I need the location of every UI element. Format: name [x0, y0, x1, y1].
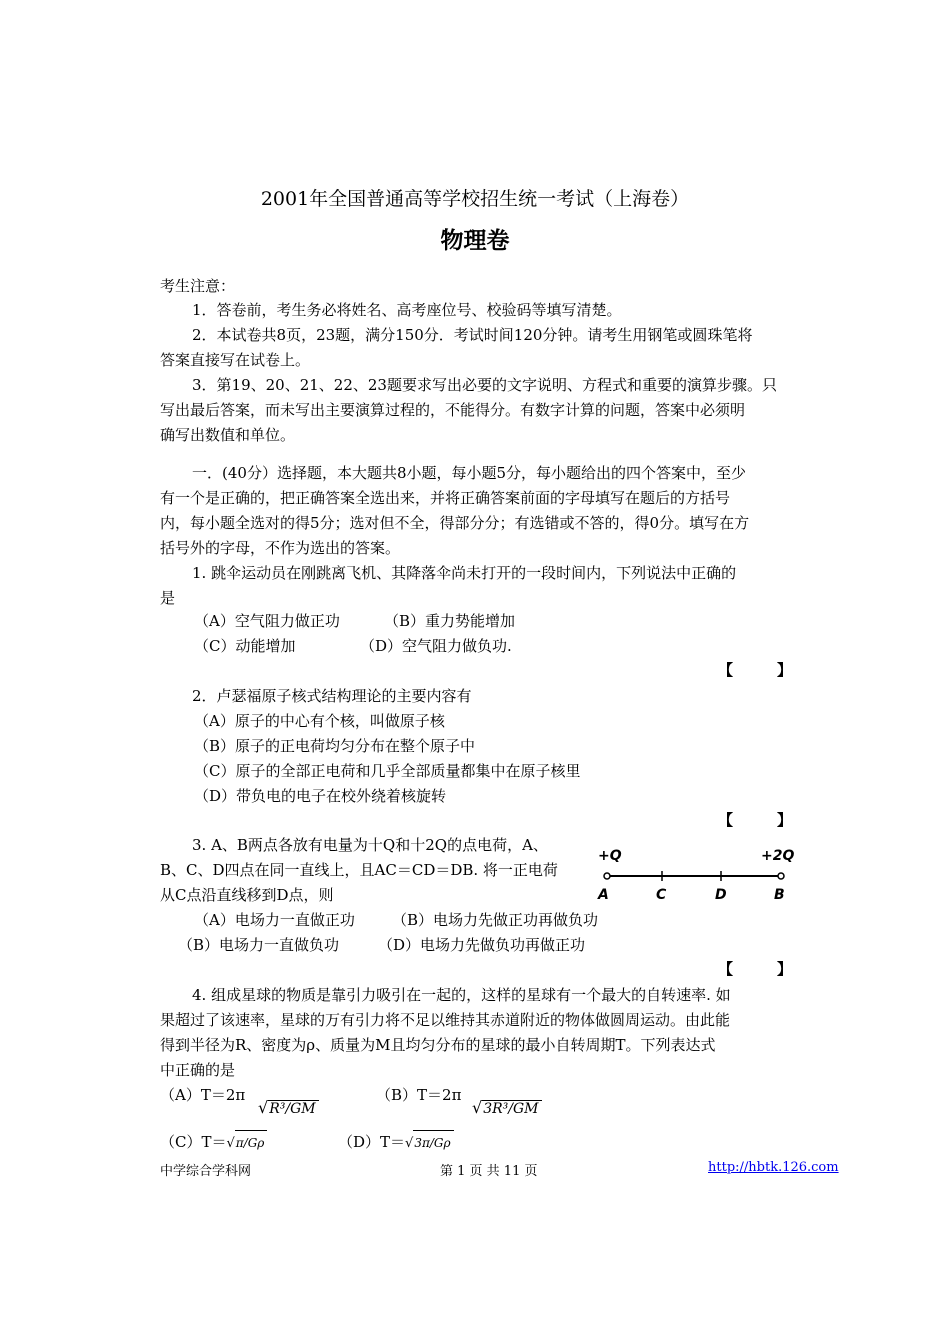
bracket-open: 【: [718, 661, 734, 679]
bracket-open: 【: [718, 811, 734, 829]
q4-option-d: （D）T＝√3π/Gρ: [338, 1130, 454, 1156]
q4-option-a-expr: R³/GM: [268, 1100, 318, 1117]
notice-item-3-line-3: 确写出数值和单位。: [160, 426, 296, 444]
q4-stem-line-1: 4. 组成星球的物质是靠引力吸引在一起的，这样的星球有一个最大的自转速率. 如: [192, 986, 731, 1004]
bracket-open: 【: [718, 960, 734, 978]
q2-option-c: （C）原子的全部正电荷和几乎全部质量都集中在原子核里: [194, 762, 581, 780]
q2-stem: 2．卢瑟福原子核式结构理论的主要内容有: [192, 687, 472, 705]
q3-option-d: （D）电场力先做负功再做正功: [378, 936, 586, 954]
q4-option-b: [376, 1083, 461, 1107]
footer-link-wrap: [708, 1160, 839, 1175]
q4-stem-line-2: 果超过了该速率，星球的万有引力将不足以维持其赤道附近的物体做圆周运动。由此能: [160, 1011, 731, 1029]
q4-option-c-label: （C）T＝: [160, 1133, 227, 1151]
q4-option-d-label: （D）T＝: [338, 1133, 406, 1151]
footer-link[interactable]: http://hbtk.126.com: [708, 1160, 839, 1175]
q4-option-a-formula: √R³/GM: [258, 1098, 319, 1117]
notice-item-2-line-1: 2．本试卷共8页，23题，满分150分．考试时间120分钟。请考生用钢笔或圆珠笔将: [192, 326, 753, 344]
q1-option-d: （D）空气阻力做负功.: [360, 637, 512, 655]
q1-stem-line-2: 是: [160, 589, 176, 607]
exam-title: 2001年全国普通高等学校招生统一考试（上海卷）: [260, 188, 690, 210]
q1-option-c: （C）动能增加: [194, 637, 296, 655]
section-1-line-1: 一．(40分）选择题，本大题共8小题，每小题5分，每小题给出的四个答案中，至少: [192, 464, 747, 482]
q4-option-c: （C）T＝√π/Gρ: [160, 1130, 267, 1156]
q1-answer-bracket: [718, 659, 792, 680]
q3-stem-line-2: B、C、D四点在同一直线上，且AC＝CD＝DB. 将一正电荷: [160, 861, 558, 879]
bracket-close: 】: [777, 661, 793, 679]
bracket-close: 】: [777, 960, 793, 978]
q3-option-b: （B）电场力先做正功再做负功: [392, 911, 599, 929]
section-1-line-2: 有一个是正确的，把正确答案全选出来，并将正确答案前面的字母填写在题后的方括号: [160, 489, 731, 507]
q3-figure: [590, 840, 805, 910]
q4-option-a: [160, 1083, 245, 1107]
exam-subtitle: 物理卷: [440, 228, 510, 254]
q2-answer-bracket: [718, 809, 792, 830]
q4-stem-line-4: 中正确的是: [160, 1061, 236, 1079]
q1-option-a: （A）空气阻力做正功: [194, 612, 340, 630]
q4-stem-line-3: 得到半径为R、密度为ρ、质量为M且均匀分布的星球的最小自转周期T。下列表达式: [160, 1036, 716, 1054]
notice-item-2-line-2: 答案直接写在试卷上。: [160, 351, 311, 369]
q1-option-b: （B）重力势能增加: [384, 612, 516, 630]
footer-page-number: 第 1 页 共 11 页: [440, 1164, 538, 1179]
q4-option-d-expr: 3π/Gρ: [413, 1130, 453, 1155]
point-d-label: D: [715, 887, 727, 903]
point-a-label: A: [598, 887, 609, 903]
point-b-marker: [778, 873, 784, 879]
charge-a-label: +Q: [598, 848, 622, 864]
q3-option-a: （A）电场力一直做正功: [194, 911, 355, 929]
charge-b-label: +2Q: [761, 848, 795, 864]
q2-option-d: （D）带负电的电子在校外绕着核旋转: [194, 787, 447, 805]
point-b-label: B: [774, 887, 785, 903]
q4-option-b-label: （B）T＝2π: [376, 1086, 462, 1104]
q3-stem-line-3: 从C点沿直线移到D点，则: [160, 886, 334, 904]
q2-option-a: （A）原子的中心有个核，叫做原子核: [194, 712, 445, 730]
q4-option-b-formula: √3R³/GM: [472, 1098, 542, 1117]
notice-item-3-line-1: 3．第19、20、21、22、23题要求写出必要的文字说明、方程式和重要的演算步骤。只: [192, 376, 777, 394]
q4-option-a-label: （A）T＝2π: [160, 1086, 246, 1104]
q4-option-c-expr: π/Gρ: [235, 1130, 268, 1155]
section-1-line-3: 内，每小题全选对的得5分；选对但不全，得部分分；有选错或不答的，得0分。填写在方: [160, 514, 750, 532]
q4-option-b-expr: 3R³/GM: [482, 1100, 541, 1117]
bracket-close: 】: [777, 811, 793, 829]
notice-heading: 考生注意：: [160, 277, 236, 295]
footer-site-name: 中学综合学科网: [160, 1164, 252, 1179]
q3-stem-line-1: 3. A、B两点各放有电量为十Q和十2Q的点电荷，A、: [192, 836, 548, 854]
q3-answer-bracket: [718, 958, 792, 979]
q3-option-b-alt: （B）电场力一直做负功: [178, 936, 340, 954]
point-a-marker: [604, 873, 610, 879]
q2-option-b: （B）原子的正电荷均匀分布在整个原子中: [194, 737, 476, 755]
point-c-label: C: [656, 887, 667, 903]
notice-item-1: 1．答卷前，考生务必将姓名、高考座位号、校验码等填写清楚。: [192, 301, 622, 319]
notice-item-3-line-2: 写出最后答案，而未写出主要演算过程的，不能得分。有数字计算的问题，答案中必须明: [160, 401, 746, 419]
section-1-line-4: 括号外的字母，不作为选出的答案。: [160, 539, 401, 557]
q1-stem-line-1: 1. 跳伞运动员在刚跳离飞机、其降落伞尚未打开的一段时间内，下列说法中正确的: [192, 564, 737, 582]
